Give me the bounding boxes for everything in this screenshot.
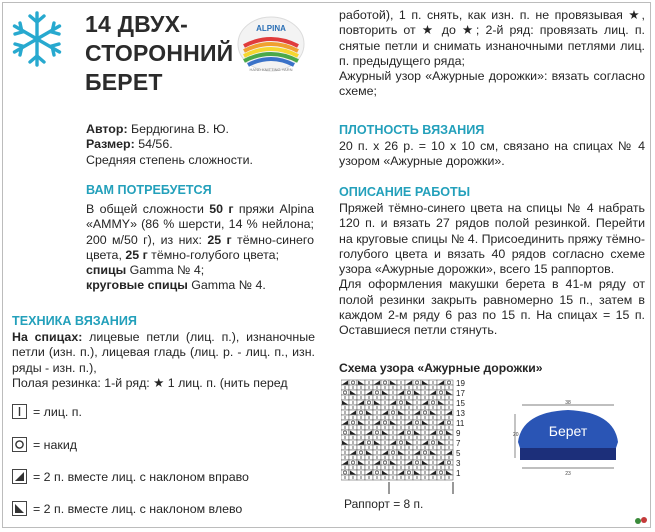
repeat-label: Раппорт = 8 п. — [344, 497, 424, 511]
corner-ornament-icon — [633, 514, 649, 528]
description-text: Пряжей тёмно-синего цвета на спицы № 4 набрать 120 п. и вязать 27 рядов полой резинкой. Перейти на круговые спицы № 4. Присоединить пряжу тёмно-голубого цвета и вязать 40 рядов согласно схеме узора «Ажурные дорожки», всего 15 раппортов. Для оформления макушки берета в 41-м ряду от полой резинки закрыть равномерно 15 п., затем в каждом 2-м ряду 6 раз по 15 п. На спицах = 15 п. Оставшиеся петли стянуть. — [339, 201, 645, 338]
materials-text: В общей сложности 50 г пряжи Alpina «AMMY» (86 % шерсти, 14 % нейлона; 200 м/50 г), из них: 25 г тёмно-синего цвета, 25 г тёмно-голубого цвета; спицы Gamma № 4; круговые спицы Gamma № 4. — [86, 202, 314, 293]
density-heading: ПЛОТНОСТЬ ВЯЗАНИЯ — [339, 123, 485, 137]
svg-text:ALPINA: ALPINA — [256, 24, 286, 33]
stitch-chart — [341, 378, 481, 498]
dim-top: 38 — [565, 400, 571, 406]
technique-text: На спицах: лицевые петли (лиц. п.), изнаночные петли (изн. п.), лицевая гладь (лиц. р. - лиц. п., изн. ряды - изн. п.), Полая резинка: 1-й ряд: ★ 1 лиц. п. (нить перед — [12, 330, 316, 390]
chart-row-number: 17 — [456, 389, 465, 398]
legend-k2tog-right: = 2 п. вместе лиц. с наклоном вправо — [12, 469, 249, 484]
density-text: 20 п. х 26 р. = 10 х 10 см, связано на спицах № 4 узором «Ажурные дорожки». — [339, 139, 645, 169]
dim-bottom: 23 — [565, 471, 571, 477]
page-title: 14 ДВУХ- СТОРОННИЙ БЕРЕТ — [85, 11, 234, 95]
chart-row-numbers — [456, 379, 465, 478]
snowflake-icon — [8, 10, 66, 68]
knit-stitch-icon — [12, 404, 27, 419]
beret-label: Берет — [548, 423, 588, 439]
chart-row-number: 3 — [456, 459, 461, 468]
chart-row-number: 9 — [456, 429, 461, 438]
svg-text:HAND KNITTING YARN: HAND KNITTING YARN — [249, 67, 293, 72]
legend-k2tog-left: = 2 п. вместе лиц. с наклоном влево — [12, 501, 242, 516]
chart-row-number: 11 — [456, 419, 465, 428]
legend-yarn-over: = накид — [12, 437, 77, 452]
chart-row-number: 7 — [456, 439, 461, 448]
dim-side: 20 — [513, 432, 519, 438]
chart-row-number: 5 — [456, 449, 461, 458]
alpina-logo — [236, 14, 306, 74]
description-heading: ОПИСАНИЕ РАБОТЫ — [339, 185, 471, 199]
yarn-over-icon — [12, 437, 27, 452]
legend-knit: = лиц. п. — [12, 404, 82, 419]
technique-continued: работой), 1 п. снять, как изн. п. не провязывая ★, повторить от ★ до ★; 2-й ряд: провязать лиц. п. снятые петли и снимать изнаночными петлями лиц. п. предыдущего ряда; Ажурный узор «Ажурные дорожки»: вязать согласно схеме; — [339, 8, 645, 99]
scheme-title: Схема узора «Ажурные дорожки» — [339, 361, 543, 375]
chart-row-number: 19 — [456, 379, 465, 388]
technique-heading: ТЕХНИКА ВЯЗАНИЯ — [12, 314, 137, 328]
k2tog-left-icon — [12, 501, 27, 516]
k2tog-right-icon — [12, 469, 27, 484]
author-block: Автор: Бердюгина В. Ю. Размер: 54/56. Средняя степень сложности. — [86, 122, 253, 167]
chart-cells — [341, 380, 453, 480]
chart-row-number: 1 — [456, 469, 461, 478]
materials-heading: ВАМ ПОТРЕБУЕТСЯ — [86, 183, 212, 197]
chart-row-number: 15 — [456, 399, 465, 408]
beret-illustration — [512, 400, 624, 480]
chart-row-number: 13 — [456, 409, 465, 418]
